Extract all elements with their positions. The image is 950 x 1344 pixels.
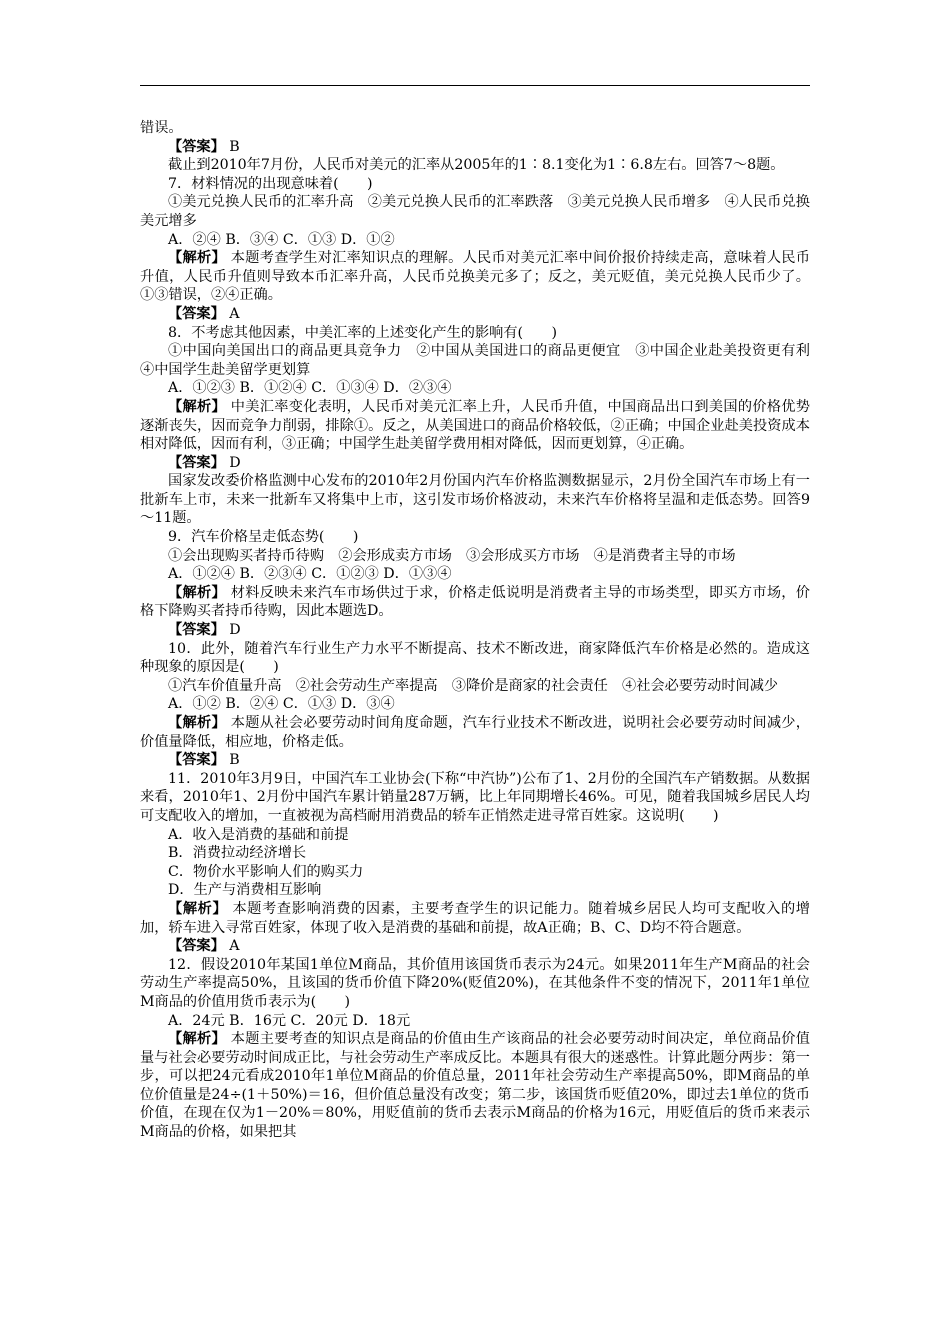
paragraph-text: 材料反映未来汽车市场供过于求，价格走低说明是消费者主导的市场类型，即买方市场，价格下降购买者持币待购，因此本题选D。 [140,584,810,620]
paragraph-text: A．收入是消费的基础和前提 [168,826,349,843]
paragraph [140,677,810,696]
paragraph-text: 本题考查影响消费的因素，主要考查学生的识记能力。随着城乡居民人均可支配收入的增加，轿车进入寻常百姓家，体现了收入是消费的基础和前提，故A正确；B、C、D均不符合题意。 [140,900,810,936]
paragraph [140,900,810,937]
paragraph-text: 8．不考虑其他因素，中美汇率的上述变化产生的影响有( ) [168,324,557,341]
paragraph [140,156,810,175]
header-rule [140,85,810,86]
paragraph [140,844,810,863]
paragraph [140,472,810,528]
label-tag: 【答案】 [168,752,225,769]
paragraph [140,398,810,454]
paragraph [140,956,810,1012]
paragraph [140,379,810,398]
paragraph-text: 国家发改委价格监测中心发布的2010年2月份国内汽车价格监测数据显示，2月份全国汽车市场上有一批新车上市，未来一批新车又将集中上市，这引发市场价格波动，未来汽车价格将呈温和走低态势。回答9～11题。 [140,473,810,527]
paragraph-text: A．①② B．②④ C．①③ D．③④ [168,696,395,713]
label-tag: 【答案】 [168,938,225,955]
label-tag: 【解析】 [168,584,226,601]
paragraph [140,193,810,230]
paragraph-text: A．24元 B．16元 C．20元 D．18元 [168,1012,411,1029]
paragraph [140,695,810,714]
paragraph-text: 本题主要考查的知识点是商品的价值由生产该商品的社会必要劳动时间决定，单位商品价值量与社会必要劳动时间成正比，与社会劳动生产率成反比。本题具有很大的迷惑性。计算此题分两步：第一步，可以把24元看成2010年1单位M商品的价值总量，2011年社会劳动生产率提高50%，即M商品的单位价值量是24÷(1＋50%)＝16，但价值总量没有改变；第二步，该国货币贬值20%，即过去1单位的货币价值，在现在仅为1－20%＝80%，用贬值前的货币去表示M商品的价格为16元，用贬值后的货币来表示M商品的价格，如果把其 [140,1031,810,1141]
label-tag: 【答案】 [168,454,225,471]
label-tag: 【答案】 [168,622,225,639]
paragraph-text: D [224,454,241,471]
paragraph-text: 7．材料情况的出现意味着( ) [168,175,373,192]
paragraph-text: ①汽车价值量升高 ②社会劳动生产率提高 ③降价是商家的社会责任 ④社会必要劳动时间减少 [168,677,779,694]
paragraph-text: C．物价水平影响人们的购买力 [168,863,364,880]
label-tag: 【答案】 [168,305,225,322]
paragraph-text: 11．2010年3月9日，中国汽车工业协会(下称“中汽协”)公布了1、2月份的全国汽车产销数据。从数据来看，2010年1、2月份中国汽车累计销量287万辆，比上年同期增长46%。可见，随着我国城乡居民人均可支配收入的增加，一直被视为高档耐用消费品的轿车正悄然走进寻常百姓家。这说明( ) [140,770,810,824]
paragraph-text: ①会出现购买者持币待购 ②会形成卖方市场 ③会形成买方市场 ④是消费者主导的市场 [168,547,736,564]
paragraph-text: 本题考查学生对汇率知识点的理解。人民币对美元汇率中间价报价持续走高，意味着人民币升值，人民币升值则导致本币汇率升高，人民币兑换美元多了；反之，美元贬值，美元兑换人民币少了。①③错误，②④正确。 [140,250,810,304]
paragraph [140,1012,810,1031]
paragraph-text: 12．假设2010年某国1单位M商品，其价值用该国货币表示为24元。如果2011年生产M商品的社会劳动生产率提高50%，且该国的货币价值下降20%(贬值20%)，在其他条件不变的情况下，2011年1单位M商品的价值用货币表示为( ) [140,956,810,1010]
paragraph [140,770,810,826]
paragraph [140,305,810,324]
paragraph [140,528,810,547]
paragraph-text: A．①②④ B．②③④ C．①②③ D．①③④ [168,566,452,583]
paragraph [140,138,810,157]
paragraph-text: A．②④ B．③④ C．①③ D．①② [168,231,395,248]
paragraph-text: D．生产与消费相互影响 [168,882,322,899]
paragraph-text: 错误。 [140,120,183,136]
label-tag: 【解析】 [168,250,226,267]
paragraph-text: 截止到2010年7月份，人民币对美元的汇率从2005年的1∶8.1变化为1∶6.8左右。回答7～8题。 [168,157,785,174]
paragraph-text: A．①②③ B．①②④ C．①③④ D．②③④ [168,380,452,397]
paragraph [140,937,810,956]
paragraph-text: B [224,138,240,155]
paragraph [140,119,810,138]
paragraph-text: 中美汇率变化表明，人民币对美元汇率上升，人民币升值，中国商品出口到美国的价格优势逐渐丧失，因而竞争力削弱，排除①。反之，从美国进口的商品价格较低，②正确；中国企业赴美投资成本相对降低，因而有利，③正确；中国学生赴美留学费用相对降低，因而更划算，④正确。 [140,398,810,453]
paragraph-text: B．消费拉动经济增长 [168,845,307,862]
paragraph [140,547,810,566]
paragraph-text: ①中国向美国出口的商品更具竞争力 ②中国从美国进口的商品更便宜 ③中国企业赴美投资更有利 ④中国学生赴美留学更划算 [140,343,825,378]
paragraph-text: A [224,938,240,955]
paragraph [140,826,810,845]
label-tag: 【答案】 [168,138,225,155]
paragraph [140,881,810,900]
paragraph-text: A [224,305,240,322]
paragraph [140,584,810,621]
paragraph-text: D [224,622,241,639]
label-tag: 【解析】 [168,1031,226,1048]
paragraph [140,342,825,379]
paragraph [140,565,810,584]
label-tag: 【解析】 [168,900,228,917]
paragraph [140,249,810,305]
paragraph [140,175,810,194]
paragraph [140,640,810,677]
label-tag: 【解析】 [168,398,226,415]
paragraph-text: 9．汽车价格呈走低态势( ) [168,529,359,546]
paragraph [140,231,810,250]
paragraph-text: 本题从社会必要劳动时间角度命题，汽车行业技术不断改进，说明社会必要劳动时间减少，价值量降低，相应地，价格走低。 [140,715,810,750]
paragraph [140,1030,810,1142]
paragraph-text: ①美元兑换人民币的汇率升高 ②美元兑换人民币的汇率跌落 ③美元兑换人民币增多 ④人民币兑换美元增多 [140,194,810,229]
paragraph [140,454,810,473]
document-body [140,119,825,1142]
paragraph [140,751,810,770]
paragraph [140,863,810,882]
label-tag: 【解析】 [168,715,226,731]
paragraph [140,324,810,343]
paragraph [140,621,810,640]
paragraph-text: B [224,752,240,769]
paragraph [140,714,810,751]
paragraph-text: 10．此外，随着汽车行业生产力水平不断提高、技术不断改进，商家降低汽车价格是必然的。造成这种现象的原因是( ) [140,640,810,676]
